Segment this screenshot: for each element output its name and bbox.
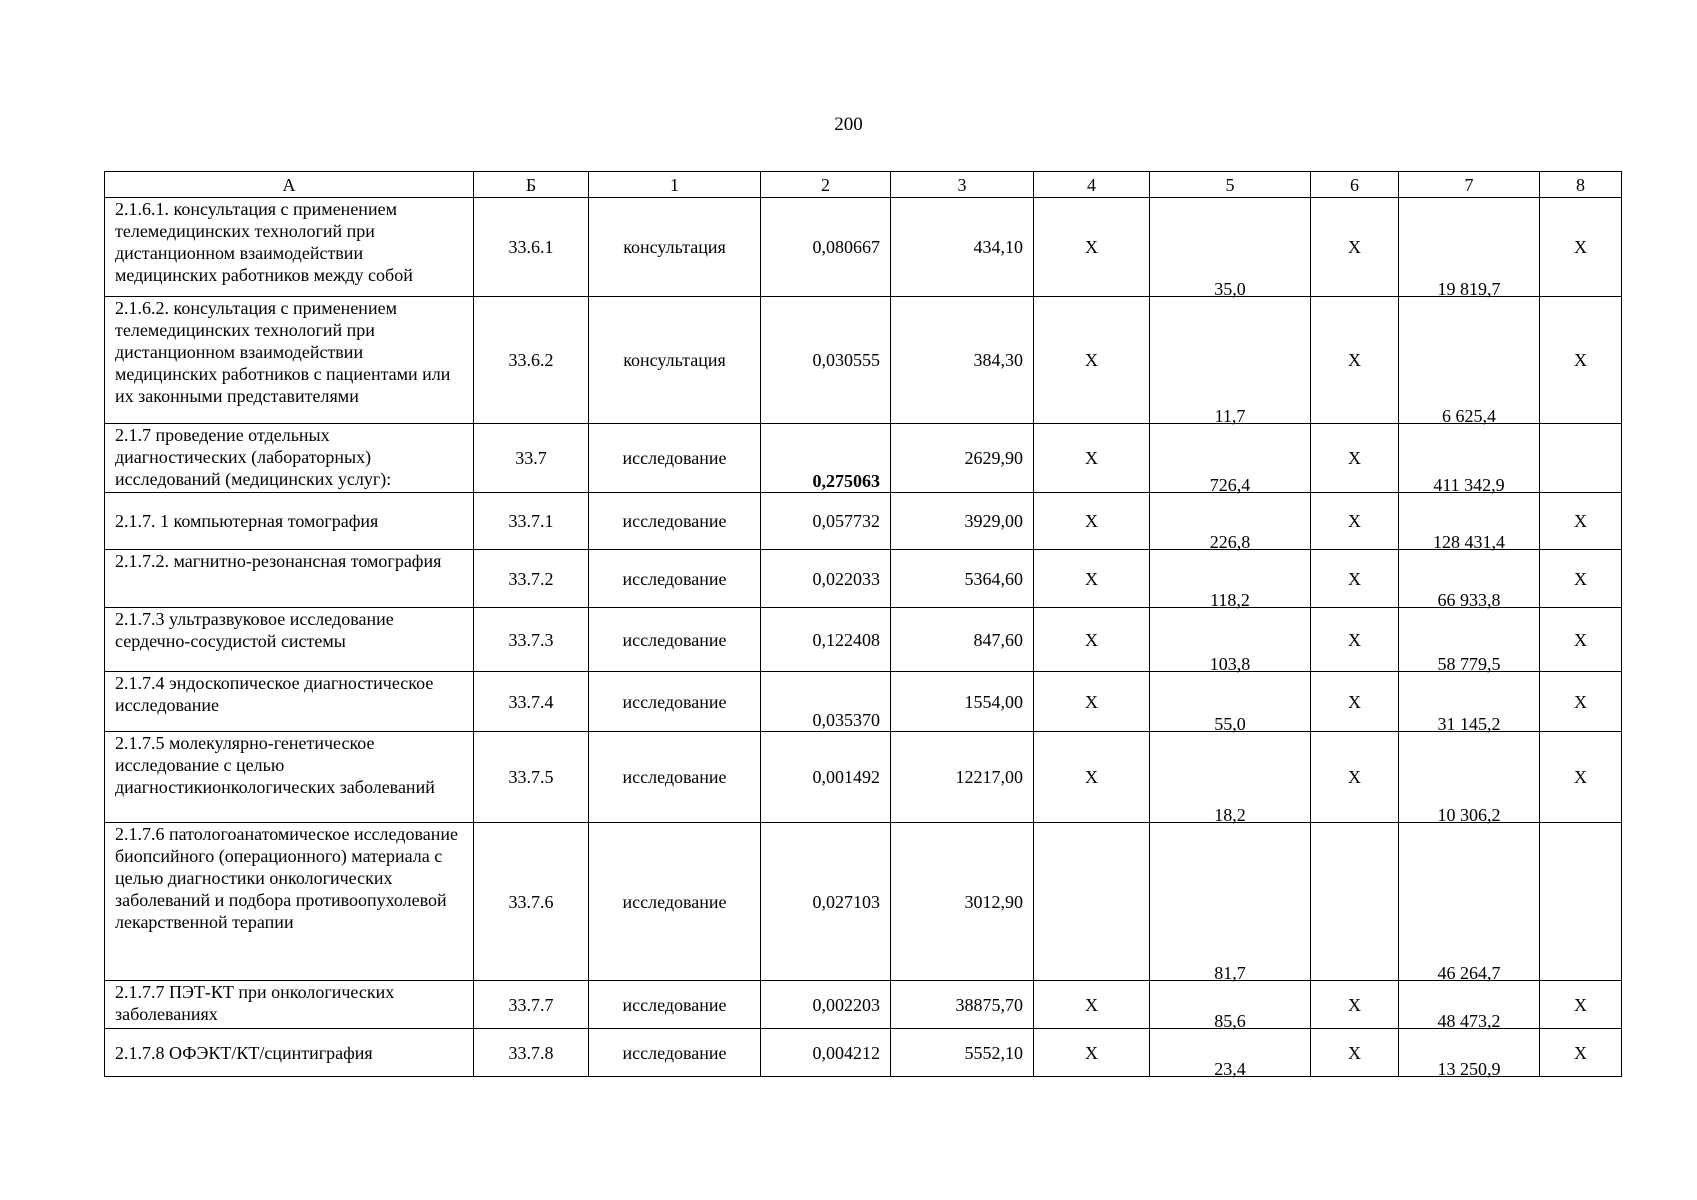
row-name: 2.1.7.5 молекулярно-генетическое исследование с целью диагностикионкологических заболеваний — [105, 732, 474, 823]
row-code: 33.7.5 — [474, 732, 589, 823]
row-col5 — [1150, 297, 1311, 424]
table-row — [105, 732, 1622, 823]
row-cost: 38875,70 — [891, 981, 1034, 1029]
row-code: 33.6.2 — [474, 297, 589, 424]
row-col7-value: 31 145,2 — [1437, 714, 1501, 734]
row-col5-value: 118,2 — [1210, 590, 1250, 610]
row-cost: 12217,00 — [891, 732, 1034, 823]
page-number: 200 — [834, 114, 863, 135]
col-header-3: 3 — [891, 172, 1034, 198]
row-col7-value: 46 264,7 — [1437, 963, 1501, 983]
row-col6: Х — [1311, 297, 1399, 424]
row-name: 2.1.6.2. консультация с применением телемедицинских технологий при дистанционном взаимодействии медицинских работников с пациентами или их законными представителями — [105, 297, 474, 424]
table-row — [105, 424, 1622, 493]
row-col5 — [1150, 1029, 1311, 1077]
table-row — [105, 297, 1622, 424]
row-col5-value: 35,0 — [1214, 279, 1246, 299]
row-col8: Х — [1540, 550, 1622, 608]
row-col4: Х — [1034, 672, 1150, 732]
row-unit: исследование — [589, 424, 761, 493]
header-row — [105, 172, 1622, 198]
row-code: 33.7.3 — [474, 608, 589, 672]
row-col6: Х — [1311, 1029, 1399, 1077]
row-col7 — [1399, 732, 1540, 823]
row-col7 — [1399, 550, 1540, 608]
row-col5 — [1150, 608, 1311, 672]
row-col8: Х — [1540, 672, 1622, 732]
row-col8: Х — [1540, 198, 1622, 297]
row-name: 2.1.7.4 эндоскопическое диагностическое исследование — [105, 672, 474, 732]
table-row — [105, 672, 1622, 732]
row-norm: 0,275063 — [761, 424, 891, 493]
row-col7 — [1399, 198, 1540, 297]
row-col7-value: 58 779,5 — [1437, 654, 1501, 674]
row-col7 — [1399, 493, 1540, 550]
col-header-6: 6 — [1311, 172, 1399, 198]
row-col7 — [1399, 424, 1540, 493]
row-col7-value: 411 342,9 — [1433, 475, 1505, 495]
row-code: 33.7.1 — [474, 493, 589, 550]
row-col4: Х — [1034, 424, 1150, 493]
row-name: 2.1.7.3 ультразвуковое исследование сердечно-сосудистой системы — [105, 608, 474, 672]
row-norm: 0,035370 — [761, 672, 891, 732]
row-name: 2.1.7.2. магнитно-резонансная томография — [105, 550, 474, 608]
table-row — [105, 981, 1622, 1029]
row-col5-value: 85,6 — [1214, 1011, 1246, 1031]
row-code: 33.7 — [474, 424, 589, 493]
row-col6: Х — [1311, 198, 1399, 297]
row-col5-value: 18,2 — [1214, 805, 1246, 825]
row-col4: Х — [1034, 1029, 1150, 1077]
row-col7-value: 48 473,2 — [1437, 1011, 1501, 1031]
table-row — [105, 823, 1622, 981]
row-col5 — [1150, 550, 1311, 608]
row-col5 — [1150, 732, 1311, 823]
row-code: 33.6.1 — [474, 198, 589, 297]
row-code: 33.7.7 — [474, 981, 589, 1029]
col-header-2: 2 — [761, 172, 891, 198]
row-col7 — [1399, 823, 1540, 981]
row-norm: 0,057732 — [761, 493, 891, 550]
row-col5 — [1150, 424, 1311, 493]
row-unit: исследование — [589, 1029, 761, 1077]
row-col8: Х — [1540, 732, 1622, 823]
row-col7-value: 10 306,2 — [1437, 805, 1501, 825]
row-norm: 0,080667 — [761, 198, 891, 297]
row-unit: консультация — [589, 297, 761, 424]
row-name: 2.1.7. 1 компьютерная томография — [105, 493, 474, 550]
row-col8 — [1540, 424, 1622, 493]
row-cost: 2629,90 — [891, 424, 1034, 493]
row-col7 — [1399, 672, 1540, 732]
row-col5-value: 81,7 — [1214, 963, 1246, 983]
row-name: 2.1.7.8 ОФЭКТ/КТ/сцинтиграфия — [105, 1029, 474, 1077]
row-col5 — [1150, 672, 1311, 732]
row-unit: исследование — [589, 672, 761, 732]
row-col6: Х — [1311, 424, 1399, 493]
row-code: 33.7.4 — [474, 672, 589, 732]
row-cost: 384,30 — [891, 297, 1034, 424]
row-col7-value: 19 819,7 — [1437, 279, 1501, 299]
row-col7 — [1399, 1029, 1540, 1077]
row-unit: исследование — [589, 732, 761, 823]
row-name: 2.1.7.7 ПЭТ-КТ при онкологических заболеваниях — [105, 981, 474, 1029]
row-col8 — [1540, 823, 1622, 981]
table-row — [105, 550, 1622, 608]
row-cost: 3012,90 — [891, 823, 1034, 981]
row-col7-value: 13 250,9 — [1437, 1059, 1501, 1079]
row-cost: 5552,10 — [891, 1029, 1034, 1077]
row-col5 — [1150, 198, 1311, 297]
row-col6: Х — [1311, 550, 1399, 608]
col-header-4: 4 — [1034, 172, 1150, 198]
row-col8: Х — [1540, 297, 1622, 424]
col-header-8: 8 — [1540, 172, 1622, 198]
row-name: 2.1.6.1. консультация с применением телемедицинских технологий при дистанционном взаимодействии медицинских работников между собой — [105, 198, 474, 297]
row-cost: 5364,60 — [891, 550, 1034, 608]
row-col4: Х — [1034, 550, 1150, 608]
row-unit: исследование — [589, 608, 761, 672]
row-col8: Х — [1540, 608, 1622, 672]
row-col6: Х — [1311, 732, 1399, 823]
row-col4: Х — [1034, 198, 1150, 297]
row-col5 — [1150, 981, 1311, 1029]
col-header-b: Б — [474, 172, 589, 198]
row-cost: 3929,00 — [891, 493, 1034, 550]
row-col5-value: 726,4 — [1209, 475, 1251, 495]
row-col6: Х — [1311, 608, 1399, 672]
row-unit: консультация — [589, 198, 761, 297]
row-col4 — [1034, 823, 1150, 981]
row-norm: 0,022033 — [761, 550, 891, 608]
row-cost: 1554,00 — [891, 672, 1034, 732]
row-col5-value: 103,8 — [1209, 654, 1251, 674]
row-col5-value: 11,7 — [1214, 406, 1246, 426]
row-col5-value: 226,8 — [1209, 532, 1251, 552]
row-col8: Х — [1540, 981, 1622, 1029]
row-col4: Х — [1034, 608, 1150, 672]
row-norm: 0,030555 — [761, 297, 891, 424]
row-col4: Х — [1034, 493, 1150, 550]
col-header-5: 5 — [1150, 172, 1311, 198]
row-code: 33.7.8 — [474, 1029, 589, 1077]
row-norm: 0,027103 — [761, 823, 891, 981]
row-col5 — [1150, 493, 1311, 550]
row-name: 2.1.7.6 патологоанатомическое исследование биопсийного (операционного) материала с целью диагностики онкологических заболеваний и подбора противоопухолевой лекарственной терапии — [105, 823, 474, 981]
row-col6 — [1311, 823, 1399, 981]
row-col7 — [1399, 297, 1540, 424]
data-table — [104, 171, 1622, 1077]
row-col5-value: 55,0 — [1214, 714, 1246, 734]
row-col5 — [1150, 823, 1311, 981]
row-cost: 847,60 — [891, 608, 1034, 672]
row-unit: исследование — [589, 550, 761, 608]
table-row — [105, 493, 1622, 550]
row-col6: Х — [1311, 672, 1399, 732]
row-col4: Х — [1034, 297, 1150, 424]
row-col5-value: 23,4 — [1214, 1059, 1246, 1079]
row-name: 2.1.7 проведение отдельных диагностических (лабораторных) исследований (медицинских услуг): — [105, 424, 474, 493]
row-col7 — [1399, 608, 1540, 672]
row-col8: Х — [1540, 1029, 1622, 1077]
row-col4: Х — [1034, 732, 1150, 823]
row-norm: 0,122408 — [761, 608, 891, 672]
row-norm: 0,002203 — [761, 981, 891, 1029]
row-col8: Х — [1540, 493, 1622, 550]
row-unit: исследование — [589, 981, 761, 1029]
row-code: 33.7.6 — [474, 823, 589, 981]
col-header-a: А — [105, 172, 474, 198]
row-unit: исследование — [589, 493, 761, 550]
table-row — [105, 198, 1622, 297]
table-row — [105, 608, 1622, 672]
col-header-1: 1 — [589, 172, 761, 198]
row-col6: Х — [1311, 493, 1399, 550]
row-norm: 0,004212 — [761, 1029, 891, 1077]
table-row — [105, 1029, 1622, 1077]
row-col7-value: 128 431,4 — [1433, 532, 1505, 552]
row-col7 — [1399, 981, 1540, 1029]
col-header-7: 7 — [1399, 172, 1540, 198]
row-col4: Х — [1034, 981, 1150, 1029]
row-unit: исследование — [589, 823, 761, 981]
row-norm: 0,001492 — [761, 732, 891, 823]
row-col7-value: 66 933,8 — [1437, 590, 1501, 610]
row-cost: 434,10 — [891, 198, 1034, 297]
row-col7-value: 6 625,4 — [1442, 406, 1496, 426]
row-code: 33.7.2 — [474, 550, 589, 608]
row-col6: Х — [1311, 981, 1399, 1029]
